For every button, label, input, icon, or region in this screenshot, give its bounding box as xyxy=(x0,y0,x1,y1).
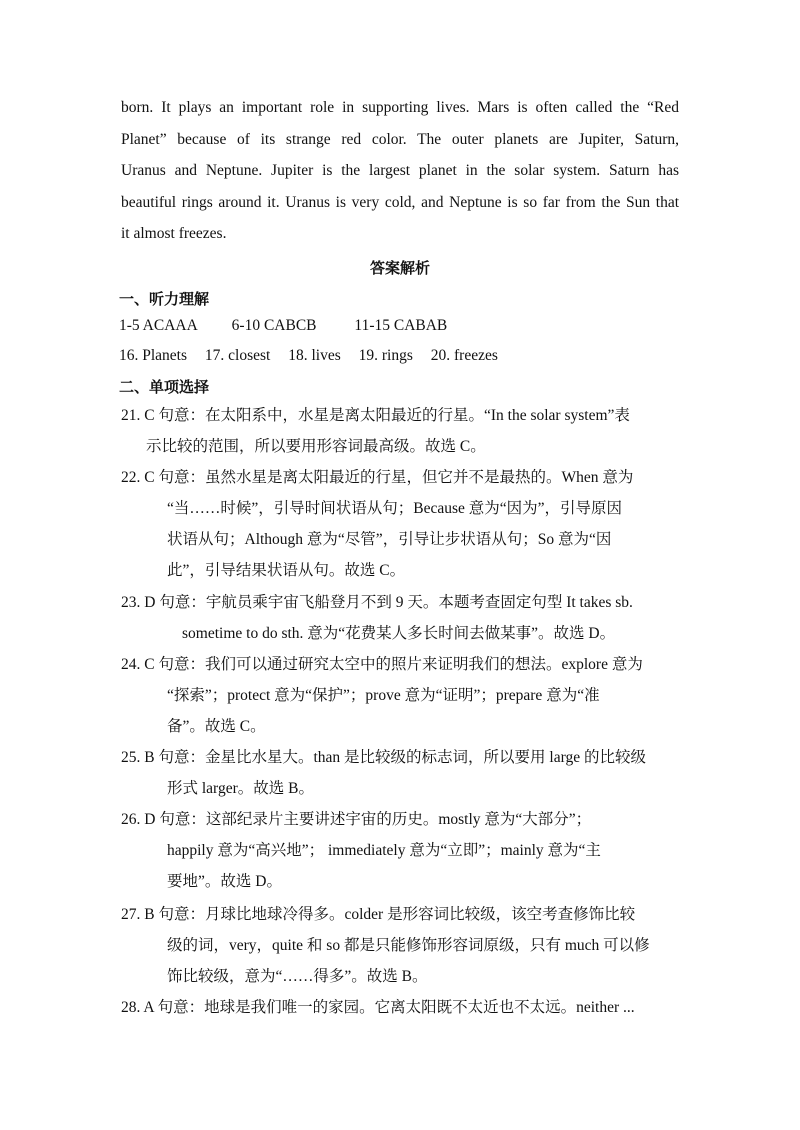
passage-line: Uranus and Neptune. Jupiter is the largest planet in the solar system. Saturn has xyxy=(121,162,679,179)
question-23 xyxy=(121,587,679,649)
passage-paragraph xyxy=(121,92,679,250)
question-line: 此”，引导结果状语从句。故选 C。 xyxy=(167,562,406,579)
question-line: 示比较的范围，所以要用形容词最高级。故选 C。 xyxy=(146,438,486,455)
question-line: 24. C 句意：我们可以通过研究太空中的照片来证明我们的想法。explore 意为 xyxy=(121,656,643,673)
question-line: 26. D 句意：这部纪录片主要讲述宇宙的历史。mostly 意为“大部分”； xyxy=(121,811,592,828)
answer-group: 1-5 ACAAA xyxy=(119,317,198,334)
passage-line: Planet” because of its strange red color. The outer planets are Jupiter, Saturn, xyxy=(121,130,679,148)
question-line: sometime to do sth. 意为“花费某人多长时间去做某事”。故选 D。 xyxy=(182,625,616,642)
question-27 xyxy=(121,899,679,992)
passage-line: beautiful rings around it. Uranus is very cold, and Neptune is so far from the Sun that xyxy=(121,193,679,211)
question-line: 状语从句；Although 意为“尽管”，引导让步状语从句；So 意为“因 xyxy=(167,531,612,548)
section-heading-listening: 一、听力理解 xyxy=(119,290,210,308)
answer-item: 16. Planets xyxy=(119,347,188,364)
question-line: happily 意为“高兴地”； immediately 意为“立即”；mainly 意为“主 xyxy=(167,842,601,859)
question-22 xyxy=(121,462,679,586)
question-line: “当……时候”，引导时间状语从句；Because 意为“因为”，引导原因 xyxy=(167,500,623,517)
question-line: 25. B 句意：金星比水星大。than 是比较级的标志词，所以要用 large 的比较级 xyxy=(121,749,646,766)
answer-row xyxy=(119,347,498,365)
answer-item: 19. rings xyxy=(358,347,413,364)
passage-line: it almost freezes. xyxy=(121,225,227,242)
question-line: 级的词，very，quite 和 so 都是只能修饰形容词原级，只有 much 可以修 xyxy=(167,937,650,954)
answer-title: 答案解析 xyxy=(369,259,430,277)
question-21 xyxy=(121,400,679,462)
answer-item: 17. closest xyxy=(204,347,271,364)
question-line: 27. B 句意：月球比地球冷得多。colder 是形容词比较级，该空考查修饰比较 xyxy=(121,906,636,923)
answer-row xyxy=(119,317,447,335)
question-24 xyxy=(121,649,679,742)
question-line: “探索”；protect 意为“保护”；prove 意为“证明”；prepare 意为“准 xyxy=(167,687,600,704)
question-26 xyxy=(121,804,679,897)
question-25 xyxy=(121,742,679,804)
question-line: 28. A 句意：地球是我们唯一的家园。它离太阳既不太近也不太远。neither ... xyxy=(121,999,635,1016)
question-line: 要地”。故选 D。 xyxy=(167,873,282,890)
question-line: 饰比较级，意为“……得多”。故选 B。 xyxy=(167,968,428,985)
answer-item: 18. lives xyxy=(288,347,341,364)
question-line: 22. C 句意：虽然水星是离太阳最近的行星，但它并不是最热的。When 意为 xyxy=(121,469,634,486)
question-line: 23. D 句意：宇航员乘宇宙飞船登月不到 9 天。本题考查固定句型 It takes sb. xyxy=(121,594,633,611)
answer-group: 11-15 CABAB xyxy=(354,317,448,334)
question-line: 形式 larger。故选 B。 xyxy=(167,780,314,797)
passage-line: born. It plays an important role in supporting lives. Mars is often called the “Red xyxy=(121,99,679,116)
question-line: 备”。故选 C。 xyxy=(167,718,266,735)
answer-group: 6-10 CABCB xyxy=(231,317,317,334)
question-28 xyxy=(121,992,679,1023)
question-line: 21. C 句意：在太阳系中，水星是离太阳最近的行星。“In the solar system”表 xyxy=(121,407,630,424)
answer-item: 20. freezes xyxy=(430,347,498,364)
section-heading-choice: 二、单项选择 xyxy=(119,378,210,396)
